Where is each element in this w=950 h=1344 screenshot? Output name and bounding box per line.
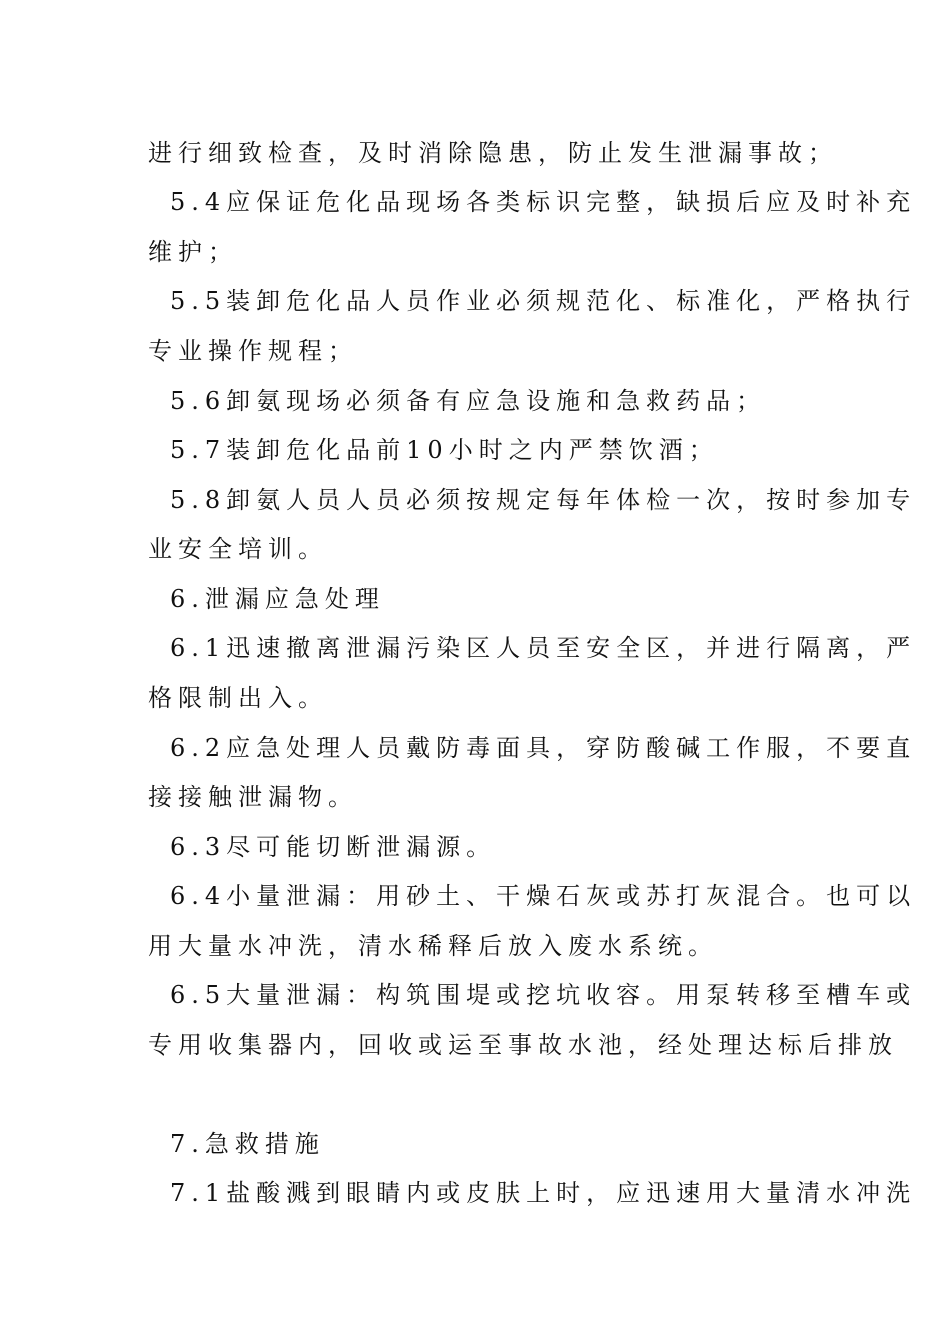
- text-line: 格限制出入。: [148, 684, 328, 712]
- text-line: 6.1迅速撤离泄漏污染区人员至安全区，并进行隔离，严: [170, 634, 917, 662]
- text-line: 5.5装卸危化品人员作业必须规范化、标准化，严格执行: [170, 287, 917, 315]
- text-line: 6.2应急处理人员戴防毒面具，穿防酸碱工作服，不要直: [170, 734, 917, 762]
- section-heading: 6.泄漏应急处理: [170, 585, 385, 613]
- text-line: 业安全培训。: [148, 535, 328, 563]
- text-line: 进行细致检查，及时消除隐患，防止发生泄漏事故；: [148, 139, 838, 167]
- text-line: 5.6卸氨现场必须备有应急设施和急救药品；: [170, 387, 767, 415]
- section-heading: 7.急救措施: [170, 1130, 325, 1158]
- text-line: 用大量水冲洗，清水稀释后放入废水系统。: [148, 932, 718, 960]
- text-line: 专业操作规程；: [148, 337, 358, 365]
- text-line: 维护；: [148, 238, 238, 266]
- text-line: 5.8卸氨人员人员必须按规定每年体检一次，按时参加专: [170, 486, 917, 514]
- text-line: 5.7装卸危化品前10小时之内严禁饮酒；: [170, 436, 719, 464]
- text-line: 接接触泄漏物。: [148, 783, 358, 811]
- text-line: 6.4小量泄漏：用砂土、干燥石灰或苏打灰混合。也可以: [170, 882, 917, 910]
- text-line: 7.1盐酸溅到眼睛内或皮肤上时，应迅速用大量清水冲洗: [170, 1179, 917, 1207]
- text-line: 6.5大量泄漏：构筑围堤或挖坑收容。用泵转移至槽车或: [170, 981, 917, 1009]
- text-line: 专用收集器内，回收或运至事故水池，经处理达标后排放: [148, 1031, 898, 1059]
- text-line: 6.3尽可能切断泄漏源。: [170, 833, 497, 861]
- text-line: 5.4应保证危化品现场各类标识完整，缺损后应及时补充: [170, 188, 917, 216]
